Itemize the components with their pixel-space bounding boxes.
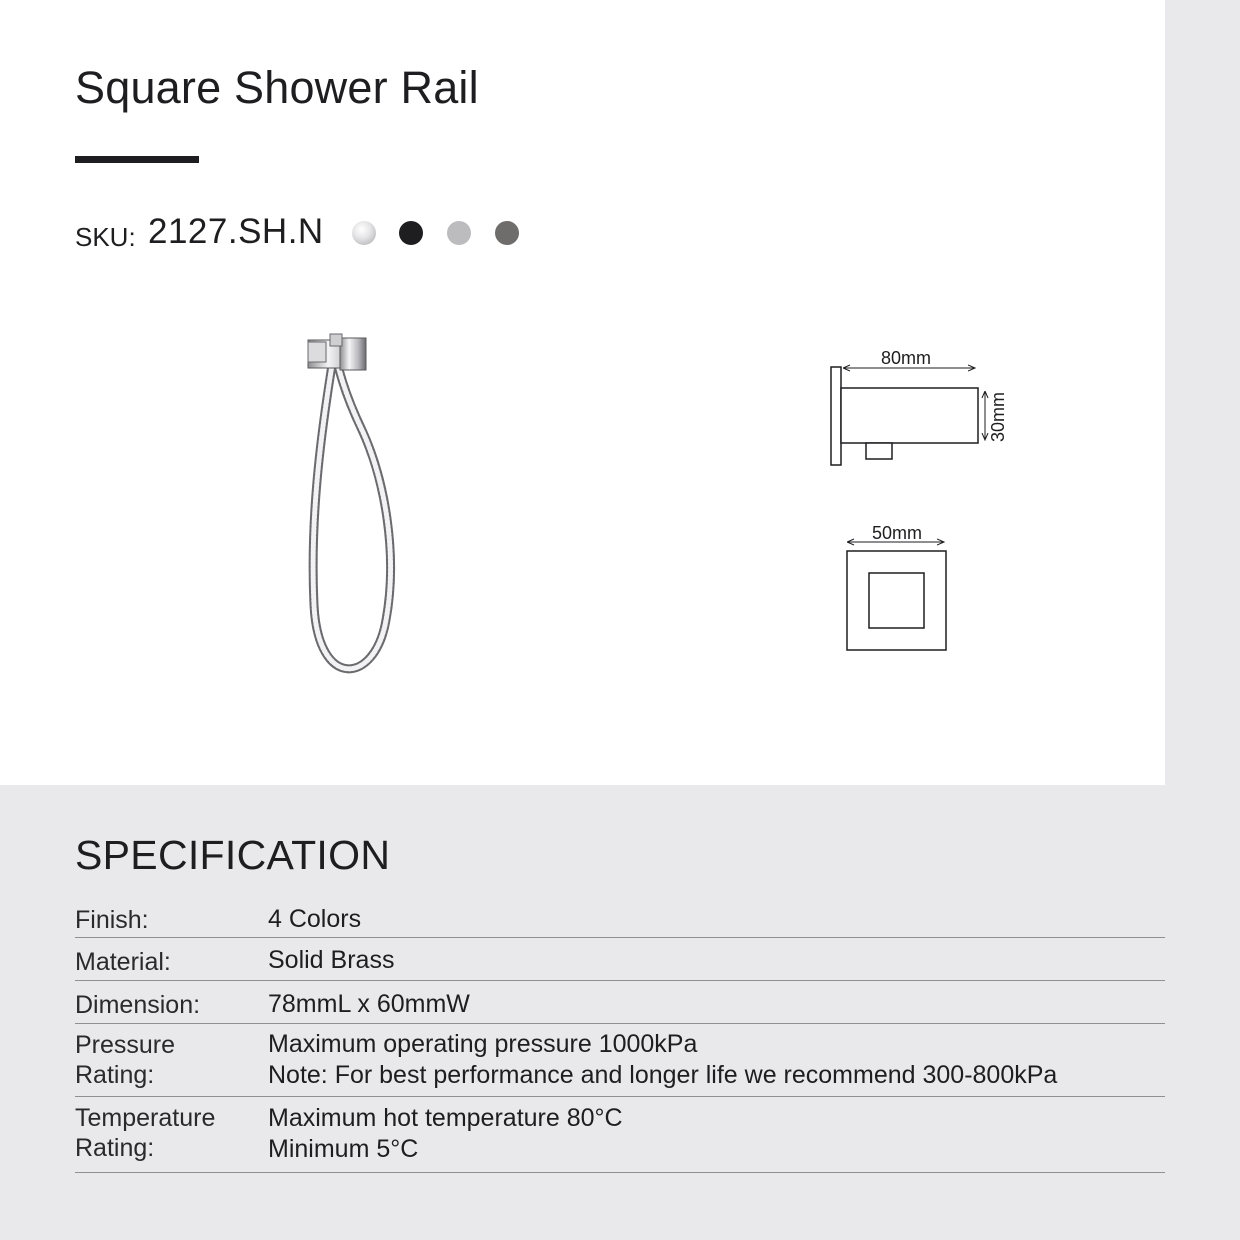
finish-swatch-chrome[interactable] [352,221,376,245]
side-view-drawing [822,340,1022,475]
front-width-label: 50mm [871,523,923,543]
sku-label: SKU: [75,222,136,252]
specification-table [75,900,1165,1173]
spec-value: 4 Colors [268,905,362,933]
spec-values [268,989,470,1020]
specification-heading: SPECIFICATION [75,832,391,878]
spec-row-pressure-rating [75,1024,1165,1097]
finish-swatch-brushed-nickel[interactable] [447,221,471,245]
spec-value: Minimum 5°C [268,1135,419,1163]
finish-swatch-gunmetal[interactable] [495,221,519,245]
spec-value: Solid Brass [268,946,395,974]
spec-values [268,1103,623,1165]
spec-row-dimension [75,981,1165,1024]
spec-values [268,904,361,935]
spec-row-finish [75,900,1165,938]
product-image [290,320,420,690]
spec-values [268,945,394,976]
spec-value: Maximum hot temperature 80°C [268,1104,623,1132]
spec-value: Note: For best performance and longer life we recommend 300-800kPa [268,1061,1058,1089]
product-title: Square Shower Rail [75,62,479,113]
finish-swatch-black[interactable] [399,221,423,245]
spec-row-temperature-rating [75,1097,1165,1173]
spec-value: 78mmL x 60mmW [268,990,470,1018]
sku-code: 2127.SH.N [148,212,324,251]
side-height-label: 30mm [988,391,1008,443]
spec-label: Material: [75,948,171,976]
spec-label: Finish: [75,906,149,934]
spec-row-material [75,938,1165,981]
front-view-drawing [838,518,958,658]
spec-value: Maximum operating pressure 1000kPa [268,1030,698,1058]
spec-values [268,1029,1057,1091]
side-width-label: 80mm [880,348,932,368]
spec-label: Temperature Rating: [75,1104,216,1162]
title-underline [75,156,199,163]
spec-label: Dimension: [75,991,201,1019]
spec-label: Pressure Rating: [75,1031,176,1089]
